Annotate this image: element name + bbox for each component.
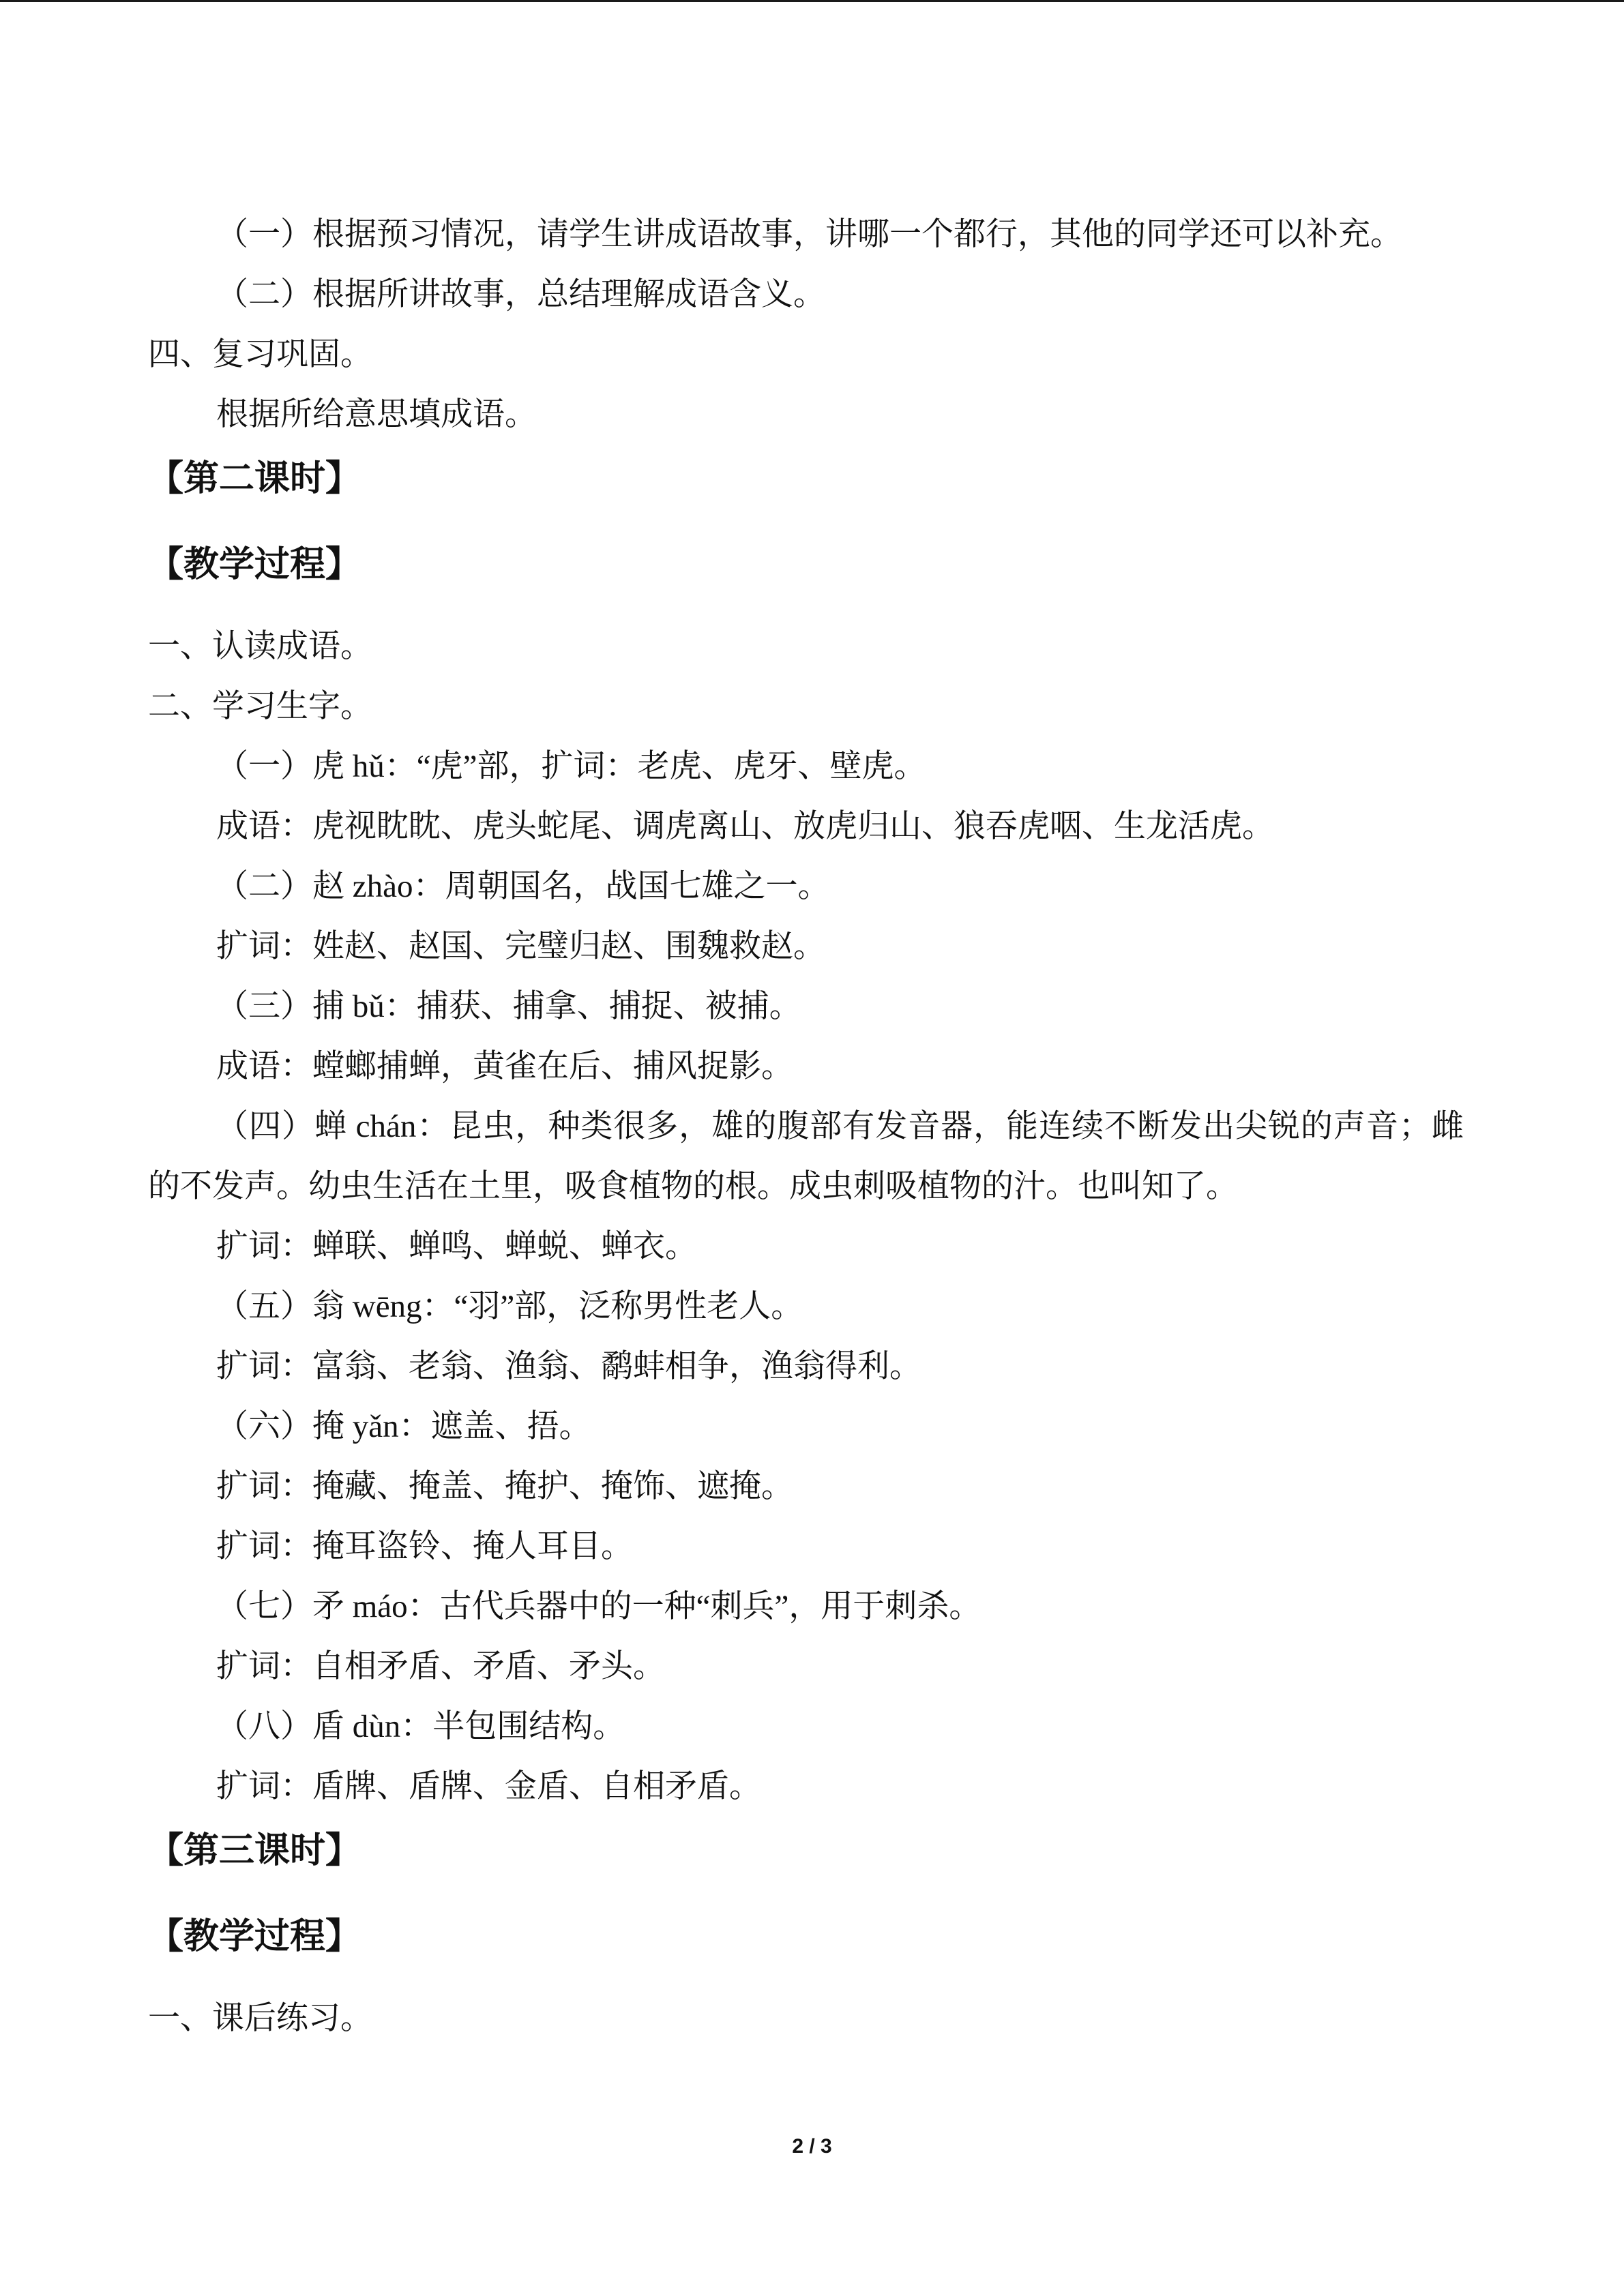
char-mao-words: 扩词：自相矛盾、矛盾、矛头。	[216, 1649, 665, 1684]
page-content	[148, 205, 1464, 2048]
char-bu-idioms: 成语：螳螂捕蝉，黄雀在后、捕风捉影。	[216, 1049, 793, 1084]
summary-item: （二）根据所讲故事，总结理解成语含义。	[216, 277, 825, 312]
page-number: 2 / 3	[792, 2135, 832, 2158]
char-weng-entry: （五）翁 wēng：“羽”部，泛称男性老人。	[216, 1289, 803, 1324]
lesson-3-process-heading: 【教学过程】	[148, 1916, 361, 1957]
story-telling-item: （一）根据预习情况，请学生讲成语故事，讲哪一个都行，其他的同学还可以补充。	[216, 217, 1402, 252]
char-mao-entry: （七）矛 máo：古代兵器中的一种“刺兵”，用于刺杀。	[216, 1589, 981, 1624]
char-chan-words: 扩词：蝉联、蝉鸣、蝉蜕、蝉衣。	[216, 1229, 697, 1264]
char-dun-words: 扩词：盾牌、盾牌、金盾、自相矛盾。	[216, 1769, 761, 1804]
char-chan-entry-line-2: 的不发声。幼虫生活在土里，吸食植物的根。成虫刺吸植物的汁。也叫知了。	[148, 1169, 1238, 1204]
char-chan-entry-line-1: （四）蝉 chán：昆虫，种类很多，雄的腹部有发音器，能连续不断发出尖锐的声音；雌	[216, 1109, 1464, 1144]
char-yan-words: 扩词：掩藏、掩盖、掩护、掩饰、遮掩。	[216, 1469, 793, 1504]
review-step-text: 根据所给意思填成语。	[216, 397, 537, 432]
lesson-3-step-1: 一、课后练习。	[148, 2001, 372, 2036]
char-hu-entry: （一）虎 hǔ：“虎”部，扩词：老虎、虎牙、壁虎。	[216, 749, 926, 784]
lesson-2-heading: 【第二课时】	[148, 458, 361, 499]
lesson-2-process-heading: 【教学过程】	[148, 544, 361, 585]
lesson-3-heading: 【第三课时】	[148, 1830, 361, 1871]
lesson-2-step-1: 一、认读成语。	[148, 629, 372, 664]
char-zhao-words: 扩词：姓赵、赵国、完璧归赵、围魏救赵。	[216, 929, 825, 964]
char-yan-entry: （六）掩 yǎn：遮盖、捂。	[216, 1409, 591, 1444]
char-bu-entry: （三）捕 bǔ：捕获、捕拿、捕捉、被捕。	[216, 989, 801, 1024]
lesson-2-step-2: 二、学习生字。	[148, 689, 372, 724]
char-weng-words: 扩词：富翁、老翁、渔翁、鹬蚌相争，渔翁得利。	[216, 1349, 921, 1384]
char-dun-entry: （八）盾 dùn：半包围结构。	[216, 1709, 625, 1744]
char-zhao-entry: （二）赵 zhào：周朝国名，战国七雄之一。	[216, 869, 830, 904]
char-yan-words-2: 扩词：掩耳盗铃、掩人耳目。	[216, 1529, 633, 1564]
char-hu-idioms: 成语：虎视眈眈、虎头蛇尾、调虎离山、放虎归山、狼吞虎咽、生龙活虎。	[216, 809, 1274, 844]
review-step-title: 四、复习巩固。	[148, 337, 372, 372]
